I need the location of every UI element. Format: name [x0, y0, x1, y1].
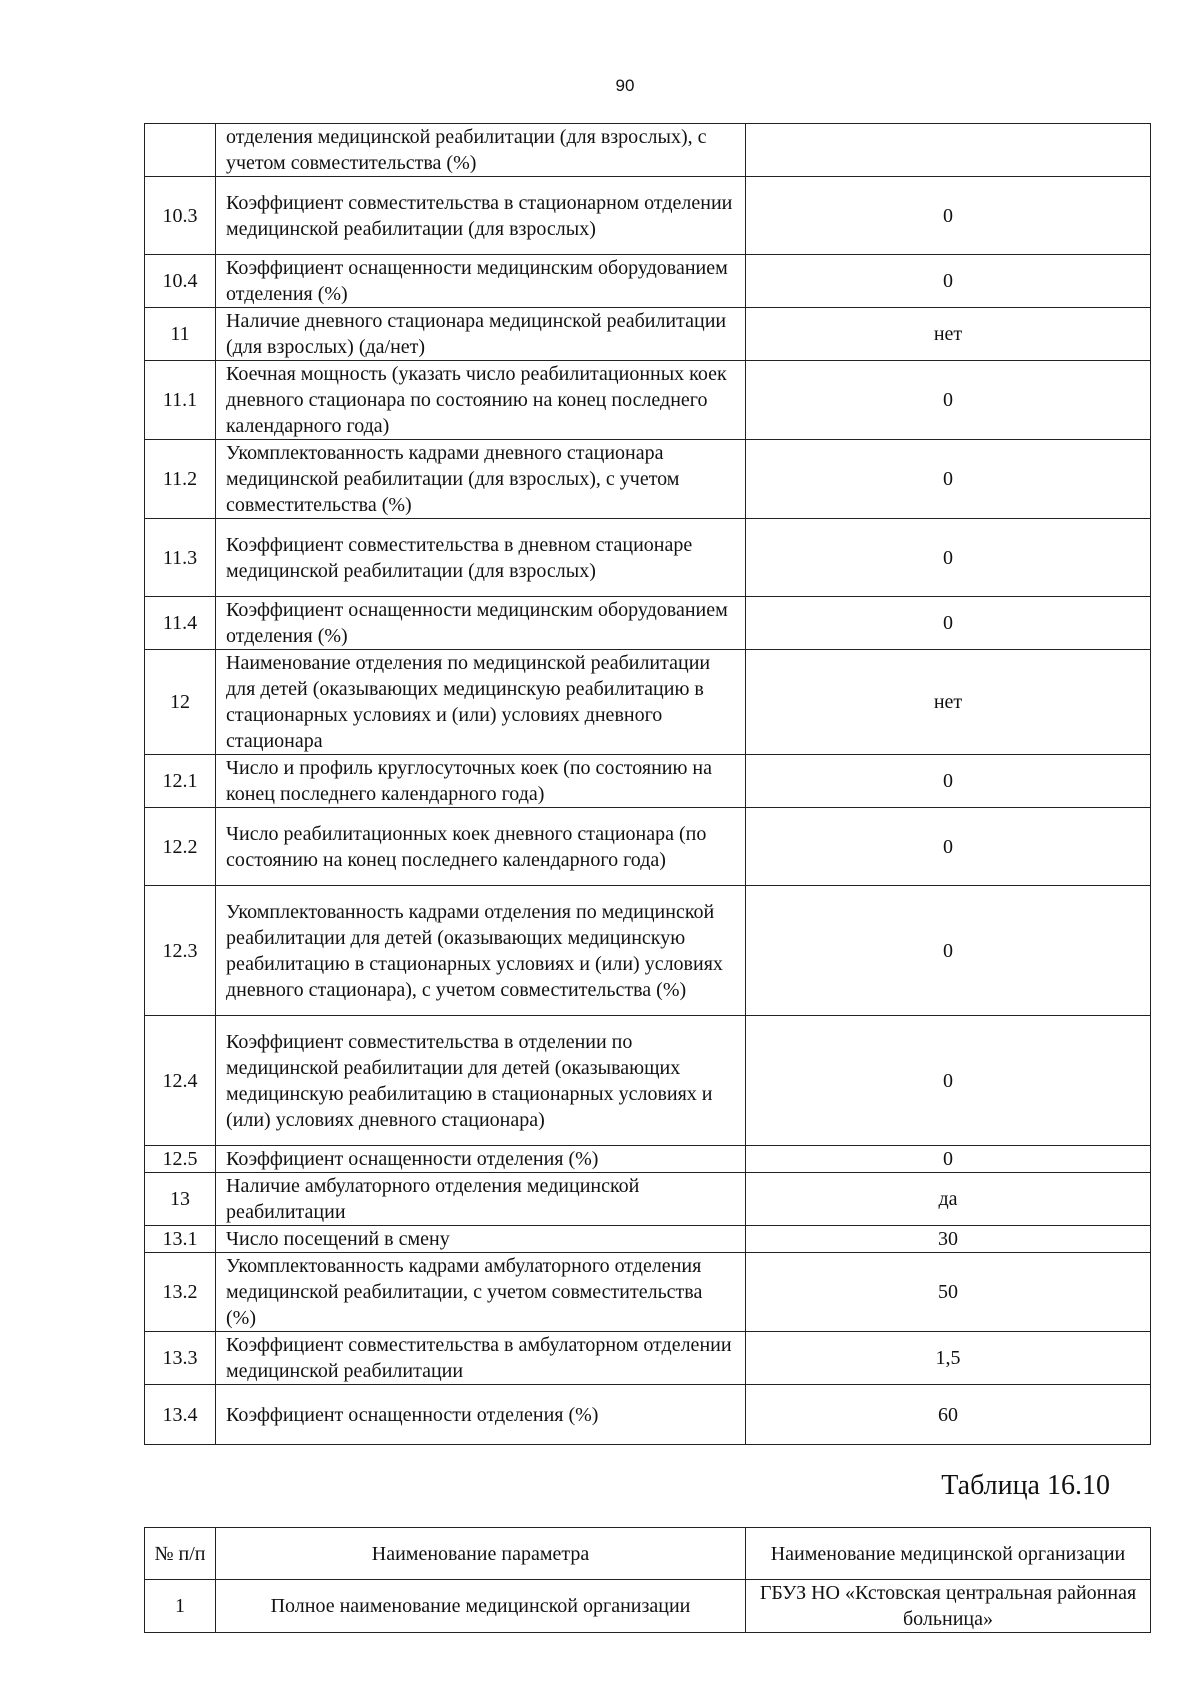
parameter-name: Число посещений в смену — [216, 1226, 746, 1253]
table-caption: Таблица 16.10 — [941, 1470, 1110, 1501]
parameter-value: 0 — [746, 1146, 1151, 1173]
table-row — [145, 361, 1151, 440]
table-row — [145, 1580, 1151, 1633]
row-number: 11.4 — [145, 597, 216, 650]
parameter-name: Коэффициент оснащенности медицинским оборудованием отделения (%) — [216, 597, 746, 650]
table-row — [145, 255, 1151, 308]
table-row — [145, 755, 1151, 808]
parameter-value: 0 — [746, 361, 1151, 440]
organization-table — [144, 1527, 1151, 1633]
parameter-value: 30 — [746, 1226, 1151, 1253]
row-number: 11.1 — [145, 361, 216, 440]
parameter-value: 1,5 — [746, 1332, 1151, 1385]
parameter-value: 0 — [746, 177, 1151, 255]
row-number: 12 — [145, 650, 216, 755]
row-number: 11.3 — [145, 519, 216, 597]
parameter-name: Коэффициент оснащенности отделения (%) — [216, 1385, 746, 1445]
table-row — [145, 440, 1151, 519]
parameter-value — [746, 124, 1151, 177]
parameter-name: Коэффициент оснащенности медицинским оборудованием отделения (%) — [216, 255, 746, 308]
parameter-value: нет — [746, 308, 1151, 361]
parameter-name: Коэффициент совместительства в дневном стационаре медицинской реабилитации (для взрослых) — [216, 519, 746, 597]
parameter-name: Наименование отделения по медицинской реабилитации для детей (оказывающих медицинскую реабилитацию в стационарных условиях и (или) условиях дневного стационара — [216, 650, 746, 755]
parameter-value: 0 — [746, 519, 1151, 597]
row-number: 12.2 — [145, 808, 216, 886]
table-row — [145, 1385, 1151, 1445]
parameter-value: нет — [746, 650, 1151, 755]
table-row — [145, 177, 1151, 255]
main-parameters-table — [144, 123, 1151, 1445]
parameter-value: 50 — [746, 1253, 1151, 1332]
parameter-name: Коэффициент оснащенности отделения (%) — [216, 1146, 746, 1173]
row-number: 12.5 — [145, 1146, 216, 1173]
row-number: 11.2 — [145, 440, 216, 519]
parameter-name: Коэффициент совместительства в амбулаторном отделении медицинской реабилитации — [216, 1332, 746, 1385]
parameter-name: Коечная мощность (указать число реабилитационных коек дневного стационара по состоянию на конец последнего календарного года) — [216, 361, 746, 440]
parameter-name: Число реабилитационных коек дневного стационара (по состоянию на конец последнего календарного года) — [216, 808, 746, 886]
parameter-name: Укомплектованность кадрами отделения по медицинской реабилитации для детей (оказывающих медицинскую реабилитацию в стационарных условиях и (или) условиях дневного стационара), с учетом совместительства (%) — [216, 886, 746, 1016]
parameter-name: Коэффициент совместительства в отделении по медицинской реабилитации для детей (оказывающих медицинскую реабилитацию в стационарных условиях и (или) условиях дневного стационара) — [216, 1016, 746, 1146]
parameter-value: 0 — [746, 255, 1151, 308]
parameter-value: 0 — [746, 808, 1151, 886]
parameter-name: Укомплектованность кадрами амбулаторного отделения медицинской реабилитации, с учетом совместительства (%) — [216, 1253, 746, 1332]
row-number — [145, 124, 216, 177]
parameter-value: 0 — [746, 1016, 1151, 1146]
parameter-value: да — [746, 1173, 1151, 1226]
table-row — [145, 650, 1151, 755]
row-number: 12.3 — [145, 886, 216, 1016]
row-number: 10.3 — [145, 177, 216, 255]
row-number: 13.3 — [145, 1332, 216, 1385]
table-row — [145, 808, 1151, 886]
parameter-name: Наличие амбулаторного отделения медицинской реабилитации — [216, 1173, 746, 1226]
table-row — [145, 1146, 1151, 1173]
parameter-name: Полное наименование медицинской организации — [216, 1580, 746, 1633]
parameter-name: Укомплектованность кадрами дневного стационара медицинской реабилитации (для взрослых), с учетом совместительства (%) — [216, 440, 746, 519]
header-num: № п/п — [145, 1528, 216, 1580]
parameter-name: Число и профиль круглосуточных коек (по состоянию на конец последнего календарного года) — [216, 755, 746, 808]
parameter-value: 60 — [746, 1385, 1151, 1445]
header-param: Наименование параметра — [216, 1528, 746, 1580]
parameter-value: 0 — [746, 886, 1151, 1016]
row-number: 11 — [145, 308, 216, 361]
row-number: 13.2 — [145, 1253, 216, 1332]
header-org: Наименование медицинской организации — [746, 1528, 1151, 1580]
row-number: 10.4 — [145, 255, 216, 308]
header-row — [145, 1528, 1151, 1580]
table-row — [145, 1226, 1151, 1253]
table-row — [145, 1332, 1151, 1385]
row-number: 1 — [145, 1580, 216, 1633]
parameter-value: 0 — [746, 755, 1151, 808]
table-row — [145, 1173, 1151, 1226]
table-row — [145, 597, 1151, 650]
table-row — [145, 886, 1151, 1016]
table-row — [145, 1253, 1151, 1332]
page-number: 90 — [615, 76, 635, 95]
table-row — [145, 124, 1151, 177]
row-number: 12.4 — [145, 1016, 216, 1146]
parameter-name: отделения медицинской реабилитации (для взрослых), с учетом совместительства (%) — [216, 124, 746, 177]
organization-name: ГБУЗ НО «Кстовская центральная районная больница» — [746, 1580, 1151, 1633]
parameter-value: 0 — [746, 597, 1151, 650]
table-row — [145, 308, 1151, 361]
table-row — [145, 1016, 1151, 1146]
parameter-value: 0 — [746, 440, 1151, 519]
row-number: 13.1 — [145, 1226, 216, 1253]
row-number: 12.1 — [145, 755, 216, 808]
parameter-name: Наличие дневного стационара медицинской реабилитации (для взрослых) (да/нет) — [216, 308, 746, 361]
table-row — [145, 519, 1151, 597]
parameter-name: Коэффициент совместительства в стационарном отделении медицинской реабилитации (для взрослых) — [216, 177, 746, 255]
row-number: 13.4 — [145, 1385, 216, 1445]
row-number: 13 — [145, 1173, 216, 1226]
